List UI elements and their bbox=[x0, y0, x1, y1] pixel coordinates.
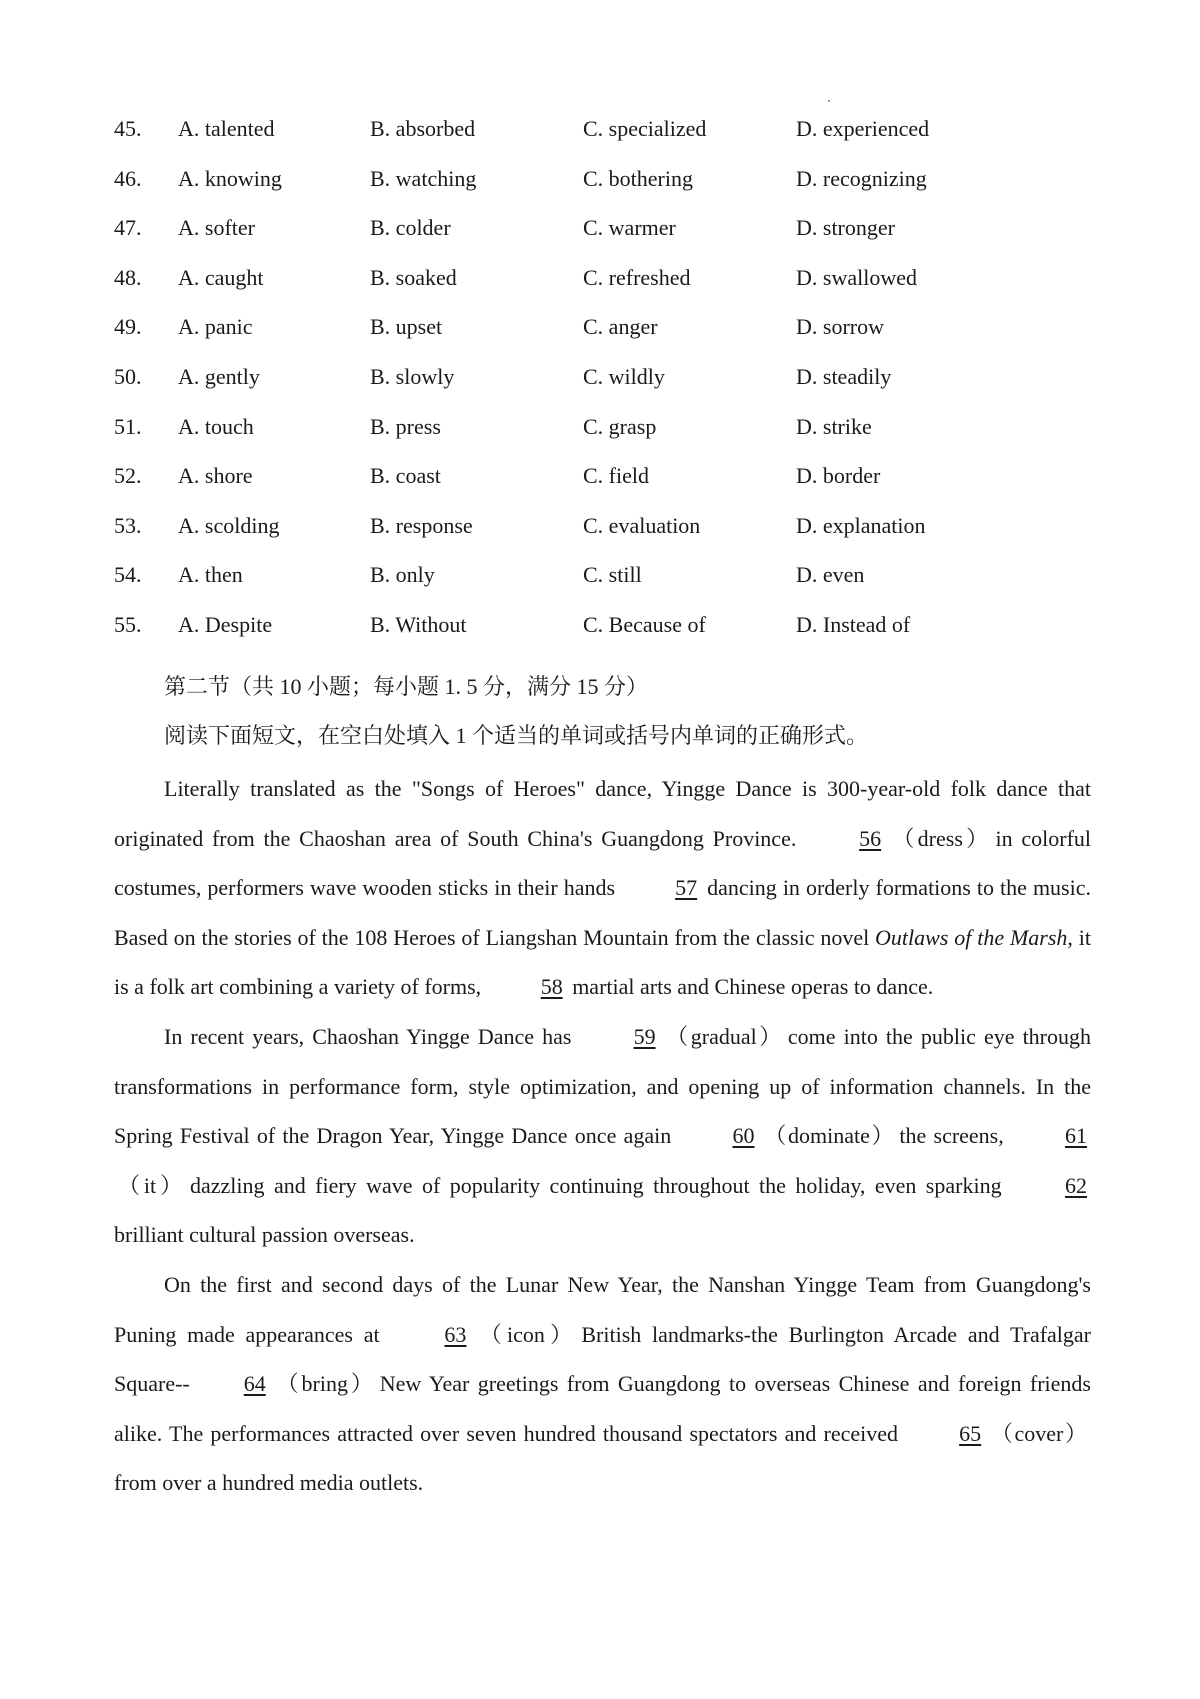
option-a: A. then bbox=[178, 562, 243, 588]
question-number: 51. bbox=[114, 413, 142, 439]
option-c: C. refreshed bbox=[583, 264, 691, 290]
passage-paragraph-3 bbox=[114, 1260, 1091, 1508]
option-a: A. talented bbox=[178, 116, 275, 141]
option-b: B. Without bbox=[370, 611, 467, 637]
speck-mark bbox=[828, 100, 830, 102]
question-number: 50. bbox=[114, 363, 142, 389]
passage-text: come into the public eye through transformations in performance form, style optimization, and opening up of information channels. In the Spring Festival of the Dragon Year, Yingge Dance once again bbox=[114, 1023, 1092, 1149]
option-a: A. caught bbox=[178, 264, 264, 290]
blank-64: 64 bbox=[243, 1371, 266, 1397]
blank-58: 58 bbox=[540, 974, 563, 1000]
passage-text: In recent years, Chaoshan Yingge Dance has bbox=[164, 1023, 580, 1049]
option-d: D. recognizing bbox=[796, 165, 927, 191]
option-d: D. even bbox=[796, 562, 865, 588]
passage-text: British landmarks-the Burlington Arcade and Trafalgar Square-- bbox=[114, 1321, 1092, 1397]
passage-text: dazzling and fiery wave of popularity continuing throughout the holiday, even sparking bbox=[190, 1172, 1011, 1198]
question-row-50 bbox=[0, 364, 1200, 414]
novel-title: Outlaws of the Marsh bbox=[875, 924, 1068, 950]
reading-passage bbox=[114, 764, 1091, 1508]
word-hint-60: （dominate） bbox=[762, 1123, 896, 1149]
option-d: D. Instead of bbox=[796, 611, 911, 637]
option-d: D. explanation bbox=[796, 512, 926, 538]
word-hint-56: （dress） bbox=[889, 825, 992, 851]
option-d: D. stronger bbox=[796, 215, 895, 241]
option-b: B. absorbed bbox=[370, 116, 476, 141]
passage-paragraph-2 bbox=[114, 1012, 1091, 1260]
passage-text: brilliant cultural passion overseas. bbox=[114, 1222, 415, 1248]
option-d: D. steadily bbox=[796, 363, 892, 389]
passage-text: New Year greetings from Guangdong to overseas Chinese and foreign friends alike. The performances attracted over seven hundred thousand spectators and received bbox=[114, 1371, 1091, 1446]
option-b: B. press bbox=[370, 413, 441, 439]
word-hint-63: （icon） bbox=[474, 1321, 578, 1347]
passage-text: martial arts and Chinese operas to dance. bbox=[566, 974, 934, 1000]
question-number: 45. bbox=[114, 116, 142, 141]
option-b: B. only bbox=[370, 562, 435, 588]
blank-65: 65 bbox=[959, 1420, 982, 1446]
option-a: A. knowing bbox=[178, 165, 282, 191]
question-number: 54. bbox=[114, 562, 142, 588]
question-number: 52. bbox=[114, 463, 142, 489]
question-number: 55. bbox=[114, 611, 142, 637]
option-c: C. still bbox=[583, 562, 642, 588]
section-heading: 第二节（共 10 小题；每小题 1. 5 分，满分 15 分） bbox=[164, 674, 649, 699]
option-d: D. sorrow bbox=[796, 314, 884, 340]
passage-text: dancing in orderly formations to the music. Based on the stories of the 108 Heroes of Liangshan Mountain from the classic novel bbox=[114, 875, 1091, 950]
option-d: D. strike bbox=[796, 413, 872, 439]
option-b: B. soaked bbox=[370, 264, 457, 290]
option-b: B. slowly bbox=[370, 363, 455, 389]
question-row-48 bbox=[0, 265, 1200, 315]
passage-text: On the first and second days of the Lunar New Year, the Nanshan Yingge Team from Guangdong's Puning made appearances at bbox=[114, 1271, 1091, 1347]
option-c: C. warmer bbox=[583, 215, 676, 241]
section-instruction: 阅读下面短文，在空白处填入 1 个适当的单词或括号内单词的正确形式。 bbox=[164, 723, 869, 748]
word-hint-65: （cover） bbox=[989, 1420, 1087, 1446]
option-b: B. response bbox=[370, 512, 473, 538]
question-row-55 bbox=[0, 612, 1200, 662]
option-c: C. field bbox=[583, 463, 649, 489]
question-row-52 bbox=[0, 463, 1200, 513]
option-a: A. panic bbox=[178, 314, 253, 340]
option-c: C. anger bbox=[583, 314, 658, 340]
question-number: 47. bbox=[114, 215, 142, 241]
blank-59: 59 bbox=[633, 1023, 656, 1049]
question-row-53 bbox=[0, 513, 1200, 563]
word-hint-59: （gradual） bbox=[663, 1023, 784, 1049]
passage-text: the screens, bbox=[899, 1123, 1012, 1149]
option-d: D. experienced bbox=[796, 116, 930, 141]
question-number: 46. bbox=[114, 165, 142, 191]
passage-text: , it is a folk art combining a variety of forms, bbox=[114, 924, 1091, 1000]
option-c: C. Because of bbox=[583, 611, 706, 637]
option-d: D. border bbox=[796, 463, 881, 489]
question-row-47 bbox=[0, 215, 1200, 265]
question-row-46 bbox=[0, 166, 1200, 216]
question-row-51 bbox=[0, 414, 1200, 464]
blank-61: 61 bbox=[1065, 1123, 1088, 1149]
question-row-54 bbox=[0, 562, 1200, 612]
word-hint-61: （it） bbox=[118, 1172, 187, 1198]
option-a: A. gently bbox=[178, 363, 260, 389]
blank-63: 63 bbox=[444, 1321, 467, 1347]
question-number: 49. bbox=[114, 314, 142, 340]
option-d: D. swallowed bbox=[796, 264, 917, 290]
blank-56: 56 bbox=[859, 825, 882, 851]
question-row-45 bbox=[0, 116, 1200, 166]
option-c: C. specialized bbox=[583, 116, 707, 141]
passage-text: from over a hundred media outlets. bbox=[114, 1470, 424, 1496]
blank-57: 57 bbox=[675, 875, 698, 901]
blank-62: 62 bbox=[1065, 1172, 1087, 1198]
passage-text: in colorful costumes, performers wave wooden sticks in their hands bbox=[114, 825, 1092, 901]
option-b: B. coast bbox=[370, 463, 441, 489]
question-number: 48. bbox=[114, 264, 142, 290]
option-c: C. evaluation bbox=[583, 512, 701, 538]
option-c: C. grasp bbox=[583, 413, 657, 439]
option-c: C. wildly bbox=[583, 363, 665, 389]
blank-60: 60 bbox=[732, 1123, 755, 1149]
passage-text: Literally translated as the "Songs of Heroes" dance, Yingge Dance is 300-year-old folk dance that originated from the Chaoshan area of South China's Guangdong Province. bbox=[114, 776, 1091, 851]
option-a: A. touch bbox=[178, 413, 254, 439]
word-hint-64: （bring） bbox=[273, 1371, 376, 1397]
option-b: B. colder bbox=[370, 215, 451, 241]
option-b: B. watching bbox=[370, 165, 477, 191]
question-row-49 bbox=[0, 314, 1200, 364]
passage-paragraph-1 bbox=[114, 764, 1091, 1012]
option-c: C. bothering bbox=[583, 165, 693, 191]
option-a: A. scolding bbox=[178, 512, 280, 538]
option-list bbox=[0, 116, 1200, 662]
option-a: A. Despite bbox=[178, 611, 273, 637]
option-b: B. upset bbox=[370, 314, 443, 340]
option-a: A. shore bbox=[178, 463, 253, 489]
option-a: A. softer bbox=[178, 215, 255, 241]
question-number: 53. bbox=[114, 512, 142, 538]
